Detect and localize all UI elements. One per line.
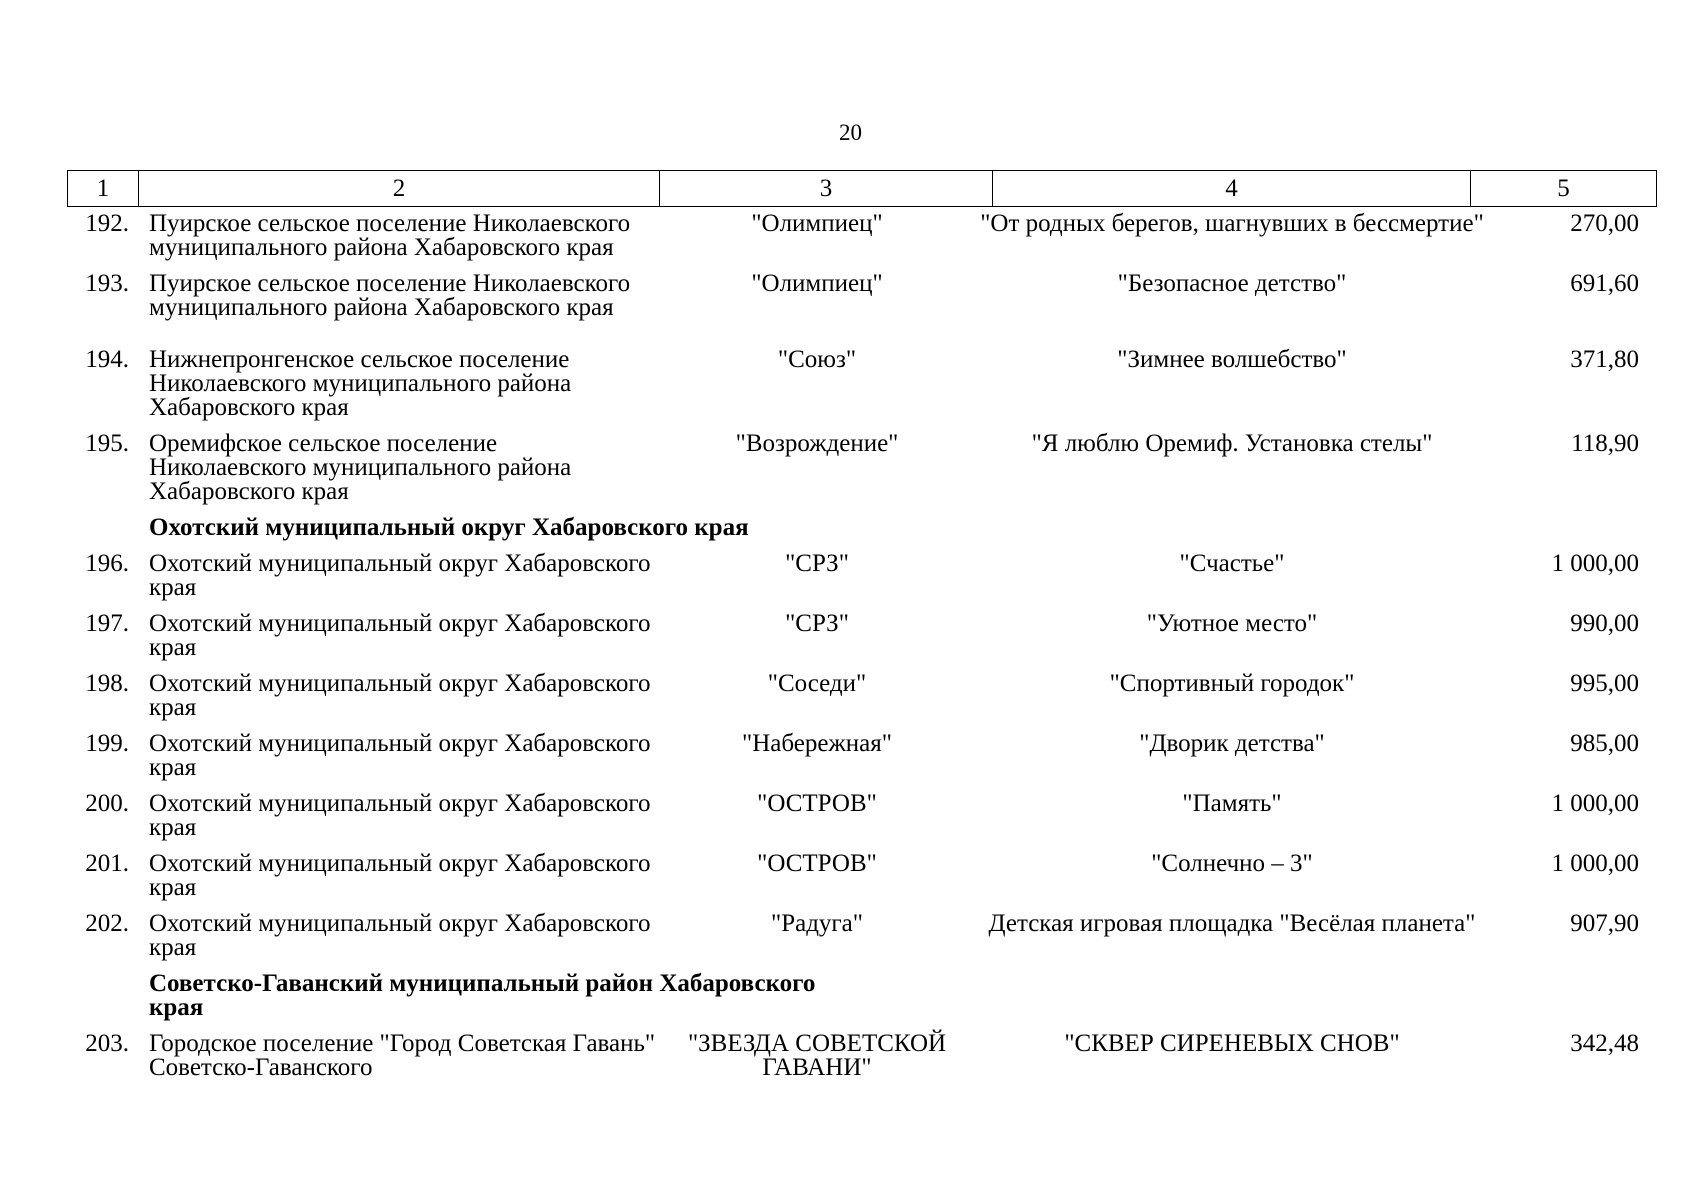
- municipality-name: Охотский муниципальный округ Хабаровского края: [149, 850, 651, 901]
- municipality-name: Охотский муниципальный округ Хабаровского края: [149, 550, 651, 601]
- amount-value: 1 000,00: [1551, 790, 1639, 817]
- project-name: Детская игровая площадка "Весёлая планета": [988, 910, 1476, 937]
- table-row: [67, 552, 1651, 600]
- row-number: 192.: [85, 210, 129, 237]
- amount-value: 990,00: [1570, 610, 1639, 637]
- organization-name: "Олимпиец": [751, 270, 883, 297]
- row-number: 195.: [85, 430, 129, 457]
- amount-value: 691,60: [1570, 270, 1639, 297]
- page-number: 20: [839, 120, 862, 145]
- section-heading: Советско-Гаванский муниципальный район Хабаровского края: [149, 970, 816, 1021]
- table-body: [67, 212, 1651, 1092]
- column-header-row: [68, 171, 1657, 207]
- section-heading-row: [67, 516, 1651, 540]
- amount-value: 1 000,00: [1551, 550, 1639, 577]
- table-row: [67, 912, 1651, 960]
- project-name: "Память": [1182, 790, 1282, 817]
- municipality-name: Оремифское сельское поселение Николаевского муниципального района Хабаровского края: [149, 430, 572, 505]
- organization-name: "Набережная": [742, 730, 892, 757]
- project-name: "Солнечно – 3": [1151, 850, 1313, 877]
- municipality-name: Городское поселение "Город Советская Гавань" Советско-Гаванского: [149, 1030, 656, 1081]
- project-name: "Спортивный городок": [1109, 670, 1355, 697]
- row-number: 201.: [85, 850, 129, 877]
- column-header-2: 2: [139, 171, 660, 207]
- organization-name: "ОСТРОВ": [757, 790, 877, 817]
- organization-name: "Союз": [777, 346, 857, 373]
- table-row: [67, 612, 1651, 660]
- amount-value: 907,90: [1570, 910, 1639, 937]
- organization-name: "СРЗ": [785, 550, 849, 577]
- organization-name: "Возрождение": [735, 430, 899, 457]
- project-name: "Счастье": [1179, 550, 1285, 577]
- section-spacer: [67, 516, 137, 540]
- project-name: "СКВЕР СИРЕНЕВЫХ СНОВ": [1064, 1030, 1400, 1057]
- table-row: [67, 212, 1651, 260]
- municipality-name: Охотский муниципальный округ Хабаровского края: [149, 790, 651, 841]
- municipality-name: Пуирское сельское поселение Николаевского муниципального района Хабаровского края: [149, 210, 631, 261]
- table-row: [67, 348, 1651, 420]
- row-number: 203.: [85, 1030, 129, 1057]
- section-heading: Охотский муниципальный округ Хабаровского края: [149, 514, 749, 541]
- column-header-3: 3: [660, 171, 993, 207]
- project-name: "От родных берегов, шагнувших в бессмертие": [980, 210, 1484, 237]
- section-heading-row: [67, 972, 1651, 1020]
- municipality-name: Охотский муниципальный округ Хабаровского края: [149, 730, 651, 781]
- municipality-name: Нижнепронгенское сельское поселение Николаевского муниципального района Хабаровского края: [149, 346, 572, 421]
- amount-value: 342,48: [1570, 1030, 1639, 1057]
- row-number: 199.: [85, 730, 129, 757]
- row-number: 194.: [85, 346, 129, 373]
- column-header-4: 4: [993, 171, 1471, 207]
- table-row: [67, 852, 1651, 900]
- row-number: 193.: [85, 270, 129, 297]
- column-header-table: [67, 170, 1657, 207]
- row-number: 202.: [85, 910, 129, 937]
- municipality-name: Охотский муниципальный округ Хабаровского края: [149, 910, 651, 961]
- table-row: [67, 672, 1651, 720]
- amount-value: 270,00: [1570, 210, 1639, 237]
- table-row: [67, 732, 1651, 780]
- amount-value: 371,80: [1570, 346, 1639, 373]
- municipality-name: Охотский муниципальный округ Хабаровского края: [149, 610, 651, 661]
- organization-name: "Радуга": [771, 910, 863, 937]
- section-spacer: [67, 972, 137, 1020]
- organization-name: "Олимпиец": [751, 210, 883, 237]
- row-number: 198.: [85, 670, 129, 697]
- table-row: [67, 792, 1651, 840]
- amount-value: 1 000,00: [1551, 850, 1639, 877]
- table-row: [67, 272, 1651, 320]
- organization-name: "СРЗ": [785, 610, 849, 637]
- amount-value: 995,00: [1570, 670, 1639, 697]
- amount-value: 985,00: [1570, 730, 1639, 757]
- column-header-5: 5: [1471, 171, 1657, 207]
- project-name: "Дворик детства": [1139, 730, 1325, 757]
- organization-name: "Соседи": [767, 670, 867, 697]
- project-name: "Уютное место": [1146, 610, 1318, 637]
- table-row: [67, 1032, 1651, 1080]
- project-name: "Зимнее волшебство": [1117, 346, 1347, 373]
- row-number: 197.: [85, 610, 129, 637]
- project-name: "Безопасное детство": [1117, 270, 1347, 297]
- project-name: "Я люблю Оремиф. Установка стелы": [1031, 430, 1433, 457]
- organization-name: "ОСТРОВ": [757, 850, 877, 877]
- row-number: 196.: [85, 550, 129, 577]
- row-number: 200.: [85, 790, 129, 817]
- organization-name: "ЗВЕЗДА СОВЕТСКОЙ ГАВАНИ": [687, 1030, 947, 1081]
- table-row: [67, 432, 1651, 504]
- municipality-name: Пуирское сельское поселение Николаевского муниципального района Хабаровского края: [149, 270, 631, 321]
- municipality-name: Охотский муниципальный округ Хабаровского края: [149, 670, 651, 721]
- column-header-1: 1: [68, 171, 139, 207]
- amount-value: 118,90: [1571, 430, 1639, 457]
